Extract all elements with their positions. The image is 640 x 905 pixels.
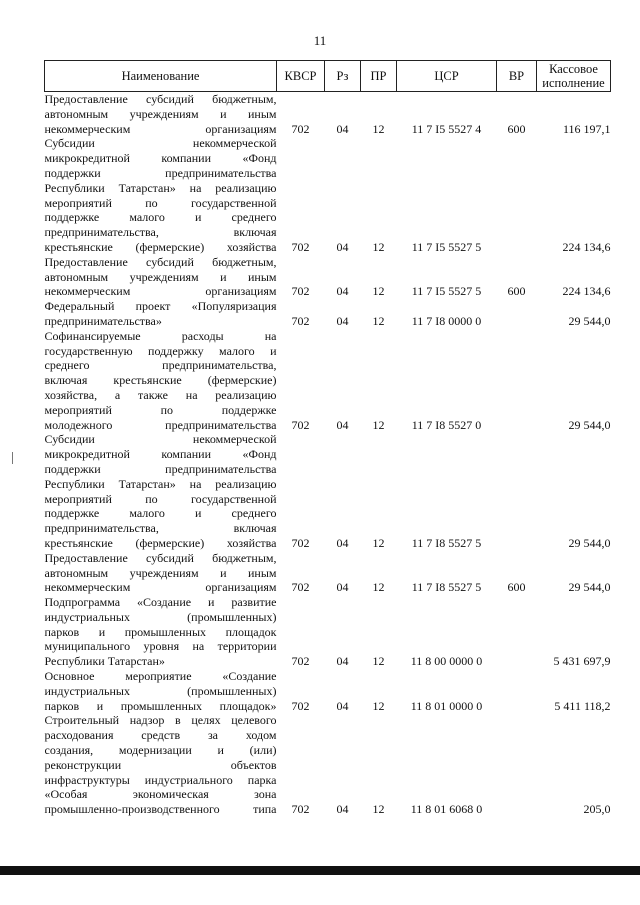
row-csr: 11 8 01 0000 0 (410, 698, 483, 713)
row-name-line: индустриальных (промышленных) (44, 683, 277, 698)
row-name-line: автономным учреждениям и иным (44, 269, 277, 284)
header-pr: ПР (361, 61, 397, 92)
row-name-line: поддержки предпринимательства (44, 461, 277, 476)
row-name-line: автономным учреждениям и иным (44, 565, 277, 580)
row-vr (497, 329, 537, 433)
row-amount: 5 411 118,2 (554, 698, 611, 713)
table-row (45, 595, 611, 669)
row-vr (497, 595, 537, 669)
row-name-line: Предоставление субсидий бюджетным, (44, 550, 277, 565)
row-name-line: промышленно-производственного типа (44, 802, 277, 817)
row-name-line: крестьянские (фермерские) хозяйства (44, 535, 277, 550)
row-name (45, 136, 277, 254)
table-row (45, 713, 611, 817)
row-kvsr: 702 (291, 284, 310, 299)
row-name (45, 432, 277, 550)
row-name (45, 669, 277, 713)
table-body (45, 92, 611, 818)
row-name-line: Строительный надзор в целях целевого (44, 713, 277, 728)
row-vr: 600 (507, 284, 526, 299)
row-name (45, 92, 277, 137)
row-kvsr: 702 (291, 313, 310, 328)
table-row (45, 136, 611, 254)
row-name (45, 329, 277, 433)
row-name-line: парков и промышленных площадок» (44, 698, 277, 713)
row-name-line: предпринимательства, включая (44, 521, 277, 536)
row-name-line: молодежного предпринимательства (44, 417, 277, 432)
row-csr: 11 7 I8 0000 0 (411, 313, 482, 328)
row-kvsr: 702 (291, 580, 310, 595)
row-csr: 11 7 I5 5527 5 (411, 239, 482, 254)
row-pr: 12 (372, 654, 385, 669)
row-name-line: среднего предпринимательства, (44, 358, 277, 373)
row-kvsr: 702 (291, 417, 310, 432)
row-name-line: Подпрограмма «Создание и развитие (44, 595, 277, 610)
row-csr: 11 8 01 6068 0 (410, 802, 483, 817)
row-name-line: реконструкции объектов (44, 757, 277, 772)
row-rz: 04 (336, 284, 349, 299)
row-name-line: муниципального уровня на территории (44, 639, 277, 654)
row-vr (497, 669, 537, 713)
row-pr: 12 (372, 580, 385, 595)
row-name-line: Республики Татарстан» на реализацию (44, 476, 277, 491)
row-csr: 11 7 I8 5527 5 (411, 580, 482, 595)
row-name-line: Софинансируемые расходы на (44, 328, 277, 343)
row-rz: 04 (336, 698, 349, 713)
row-name (45, 551, 277, 595)
row-name-line: поддержке малого и среднего (44, 506, 277, 521)
row-csr: 11 7 I8 5527 0 (411, 417, 482, 432)
row-pr: 12 (372, 313, 385, 328)
row-name-line: «Особая экономическая зона (44, 787, 277, 802)
row-pr: 12 (372, 239, 385, 254)
row-name-line: индустриальных (промышленных) (44, 609, 277, 624)
row-name (45, 299, 277, 329)
row-pr: 12 (372, 284, 385, 299)
table-row (45, 669, 611, 713)
row-csr: 11 8 00 0000 0 (410, 654, 483, 669)
row-csr: 11 7 I5 5527 4 (411, 121, 482, 136)
margin-mark (12, 452, 13, 464)
row-name (45, 713, 277, 817)
row-name-line: поддержке малого и среднего (44, 210, 277, 225)
table-row (45, 255, 611, 299)
row-pr: 12 (372, 698, 385, 713)
row-name-line: Субсидии некоммерческой (44, 432, 277, 447)
row-rz: 04 (336, 313, 349, 328)
table-row (45, 329, 611, 433)
table-header-row (45, 61, 611, 92)
row-pr: 12 (372, 535, 385, 550)
row-vr: 600 (507, 121, 526, 136)
row-name (45, 595, 277, 669)
row-amount: 29 544,0 (568, 535, 611, 550)
row-name-line: расходования средств за ходом (44, 728, 277, 743)
row-kvsr: 702 (291, 802, 310, 817)
table-row (45, 551, 611, 595)
header-csr: ЦСР (397, 61, 497, 92)
row-name-line: микрокредитной компании «Фонд (44, 447, 277, 462)
row-rz: 04 (336, 239, 349, 254)
row-rz: 04 (336, 654, 349, 669)
budget-table (44, 60, 611, 817)
row-name-line: инфраструктуры индустриального парка (44, 772, 277, 787)
row-name-line: включая крестьянские (фермерские) (44, 373, 277, 388)
row-name-line: некоммерческим организациям (44, 121, 277, 136)
row-vr (497, 713, 537, 817)
row-name-line: поддержки предпринимательства (44, 165, 277, 180)
row-rz: 04 (336, 417, 349, 432)
row-rz: 04 (336, 580, 349, 595)
row-csr: 11 7 I8 5527 5 (411, 535, 482, 550)
row-name-line: государственную поддержку малого и (44, 343, 277, 358)
row-name-line: Основное мероприятие «Создание (44, 669, 277, 684)
row-kvsr: 702 (291, 239, 310, 254)
row-name-line: Предоставление субсидий бюджетным, (44, 92, 277, 106)
row-name-line: мероприятий по государственной (44, 195, 277, 210)
row-name-line: парков и промышленных площадок (44, 624, 277, 639)
row-vr (497, 432, 537, 550)
row-pr: 12 (372, 121, 385, 136)
row-name-line: мероприятий по государственной (44, 491, 277, 506)
table-row (45, 299, 611, 329)
header-rz: Рз (325, 61, 361, 92)
row-amount: 116 197,1 (562, 121, 611, 136)
row-rz: 04 (336, 802, 349, 817)
row-amount: 29 544,0 (568, 417, 611, 432)
row-kvsr: 702 (291, 698, 310, 713)
header-kassa-line1: Кассовое (549, 62, 598, 76)
row-vr: 600 (507, 580, 526, 595)
row-name-line: предпринимательства, включая (44, 225, 277, 240)
row-name-line: Республики Татарстан» (44, 654, 165, 669)
row-name-line: автономным учреждениям и иным (44, 106, 277, 121)
row-name-line: некоммерческим организациям (44, 284, 277, 299)
header-kvsr: КВСР (277, 61, 325, 92)
row-name-line: крестьянские (фермерские) хозяйства (44, 239, 277, 254)
header-kassa (537, 61, 611, 92)
row-amount: 5 431 697,9 (553, 654, 611, 669)
table-row (45, 92, 611, 137)
row-name-line: Республики Татарстан» на реализацию (44, 180, 277, 195)
row-name-line: некоммерческим организациям (44, 580, 277, 595)
row-kvsr: 702 (291, 535, 310, 550)
row-name-line: хозяйства, а также на реализацию (44, 387, 277, 402)
row-kvsr: 702 (291, 121, 310, 136)
row-amount: 29 544,0 (568, 313, 611, 328)
row-amount: 224 134,6 (562, 284, 611, 299)
row-amount: 205,0 (583, 802, 611, 817)
row-pr: 12 (372, 417, 385, 432)
row-pr: 12 (372, 802, 385, 817)
header-name: Наименование (45, 61, 277, 92)
header-kassa-line2: исполнение (542, 76, 605, 90)
row-name-line: предпринимательства» (44, 313, 162, 328)
row-amount: 29 544,0 (568, 580, 611, 595)
scan-bottom-bar (0, 866, 640, 875)
row-csr: 11 7 I5 5527 5 (411, 284, 482, 299)
table-row (45, 432, 611, 550)
row-vr (497, 136, 537, 254)
row-name-line: Предоставление субсидий бюджетным, (44, 254, 277, 269)
row-name-line: микрокредитной компании «Фонд (44, 151, 277, 166)
row-kvsr: 702 (291, 654, 310, 669)
page-number: 11 (313, 33, 327, 48)
row-rz: 04 (336, 535, 349, 550)
row-name-line: Субсидии некоммерческой (44, 136, 277, 151)
row-amount: 224 134,6 (562, 239, 611, 254)
row-name-line: Федеральный проект «Популяризация (44, 299, 277, 314)
row-name (45, 255, 277, 299)
row-vr (497, 299, 537, 329)
row-rz: 04 (336, 121, 349, 136)
row-name-line: создания, модернизации и (или) (44, 743, 277, 758)
row-name-line: мероприятий по поддержке (44, 402, 277, 417)
header-vr: ВР (497, 61, 537, 92)
